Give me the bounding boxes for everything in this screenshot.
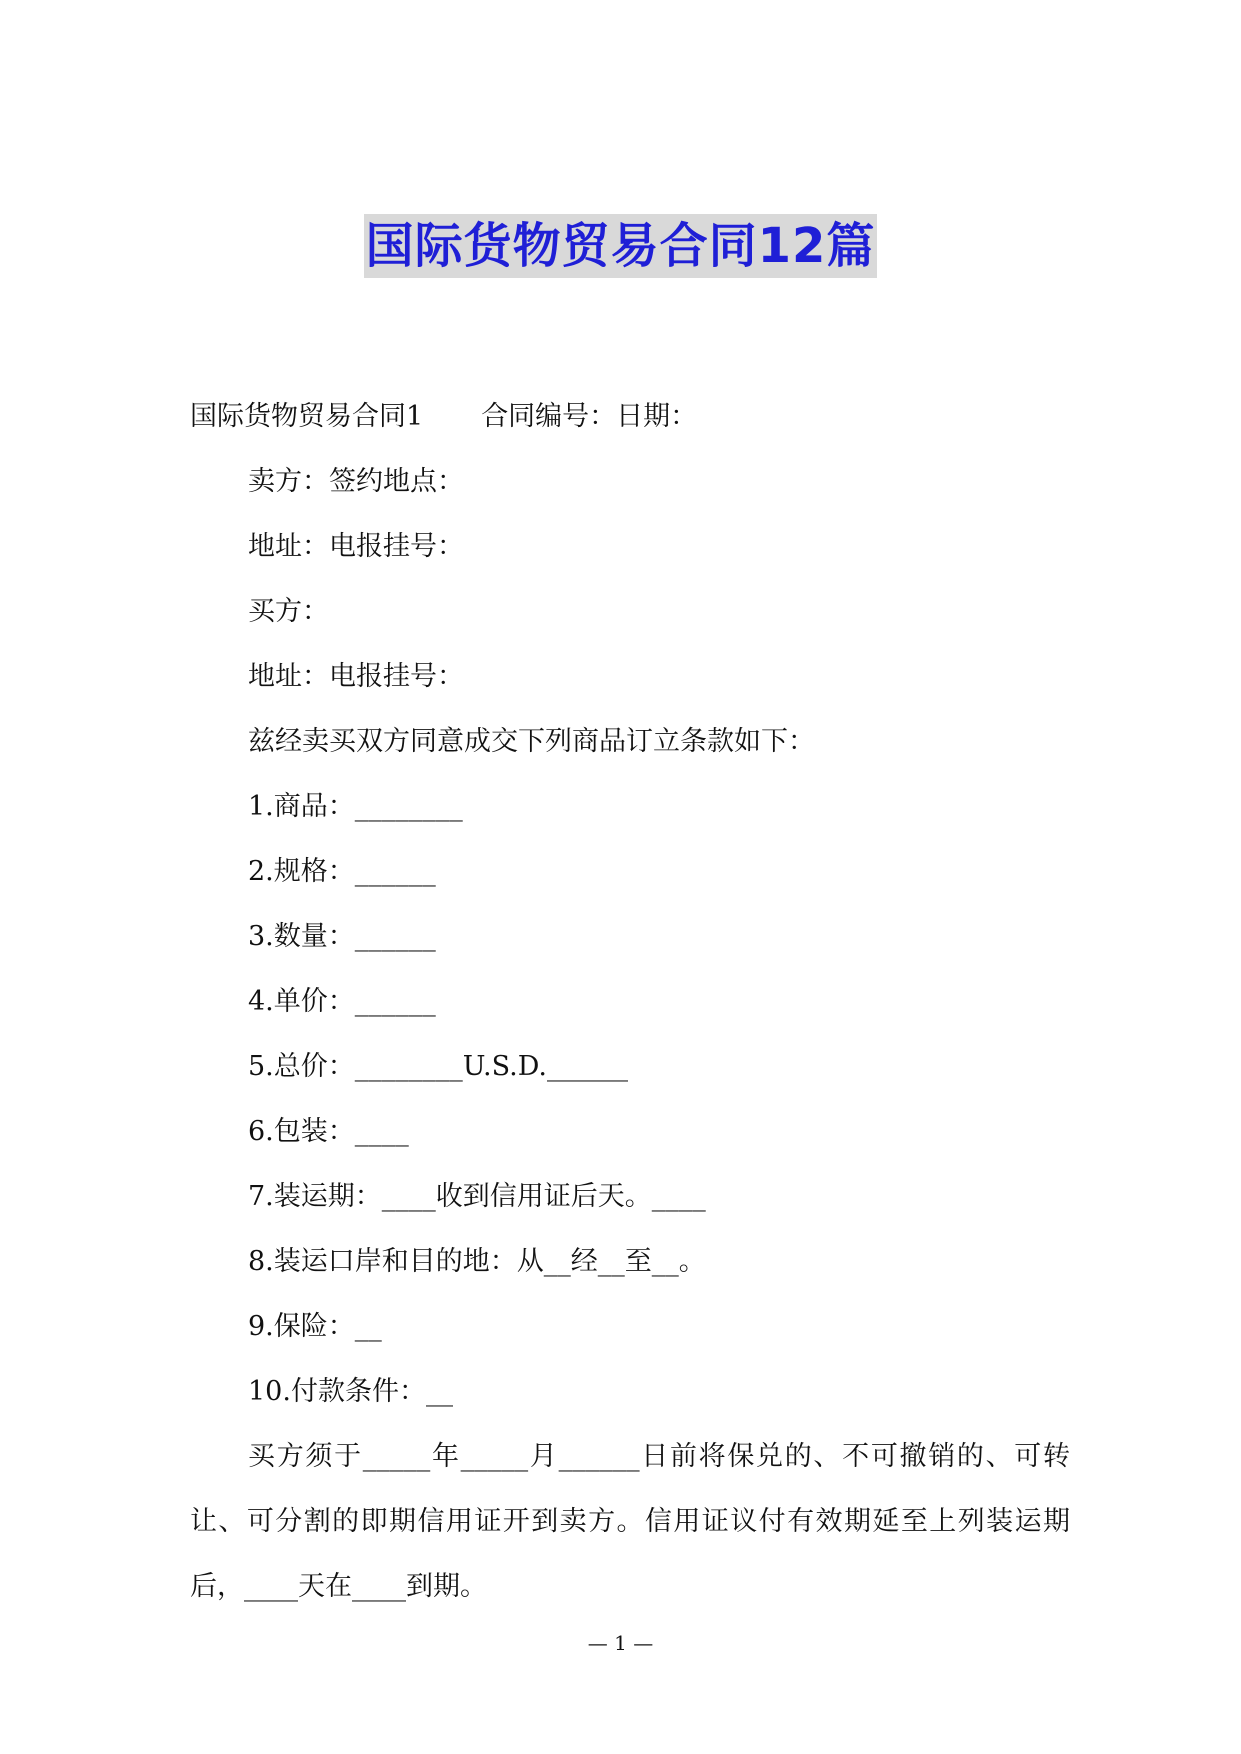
document-title: 国际货物贸易合同12篇: [364, 214, 878, 278]
page-number: — 1 —: [587, 1631, 654, 1655]
clause-specification: 2.规格：______: [248, 856, 436, 887]
contract-header-line: [190, 384, 1070, 449]
clause-total-price: 5.总价：________U.S.D.______: [248, 1051, 629, 1082]
seller-address-line: 地址：电报挂号：: [248, 531, 464, 562]
contract-heading: 国际货物贸易合同1: [190, 401, 424, 432]
buyer-line: 买方：: [248, 596, 329, 627]
clause-commodity: 1.商品：________: [248, 791, 463, 822]
clause-quantity: 3.数量：______: [248, 921, 436, 952]
contract-number-date: 合同编号：日期：: [481, 401, 698, 432]
clause-insurance: 9.保险：__: [248, 1311, 382, 1342]
clause-ports: 8.装运口岸和目的地：从__经__至__。: [248, 1246, 706, 1277]
buyer-address-line: 地址：电报挂号：: [248, 661, 464, 692]
agreement-intro-line: 兹经卖买双方同意成交下列商品订立条款如下：: [248, 726, 815, 757]
seller-line: 卖方：签约地点：: [248, 466, 464, 497]
title-container: [0, 214, 1241, 278]
clause-shipment-period: 7.装运期：____收到信用证后天。____: [248, 1181, 706, 1212]
letter-of-credit-paragraph: 买方须于_____年_____月______日前将保兑的、不可撤销的、可转让、可分割的即期信用证开到卖方。信用证议付有效期延至上列装运期后，____天在____到期。: [190, 1441, 1070, 1602]
clause-payment-terms: 10.付款条件：__: [248, 1376, 453, 1407]
clause-unit-price: 4.单价：______: [248, 986, 436, 1017]
clause-packing: 6.包装：____: [248, 1116, 409, 1147]
document-body: [190, 384, 1070, 1619]
